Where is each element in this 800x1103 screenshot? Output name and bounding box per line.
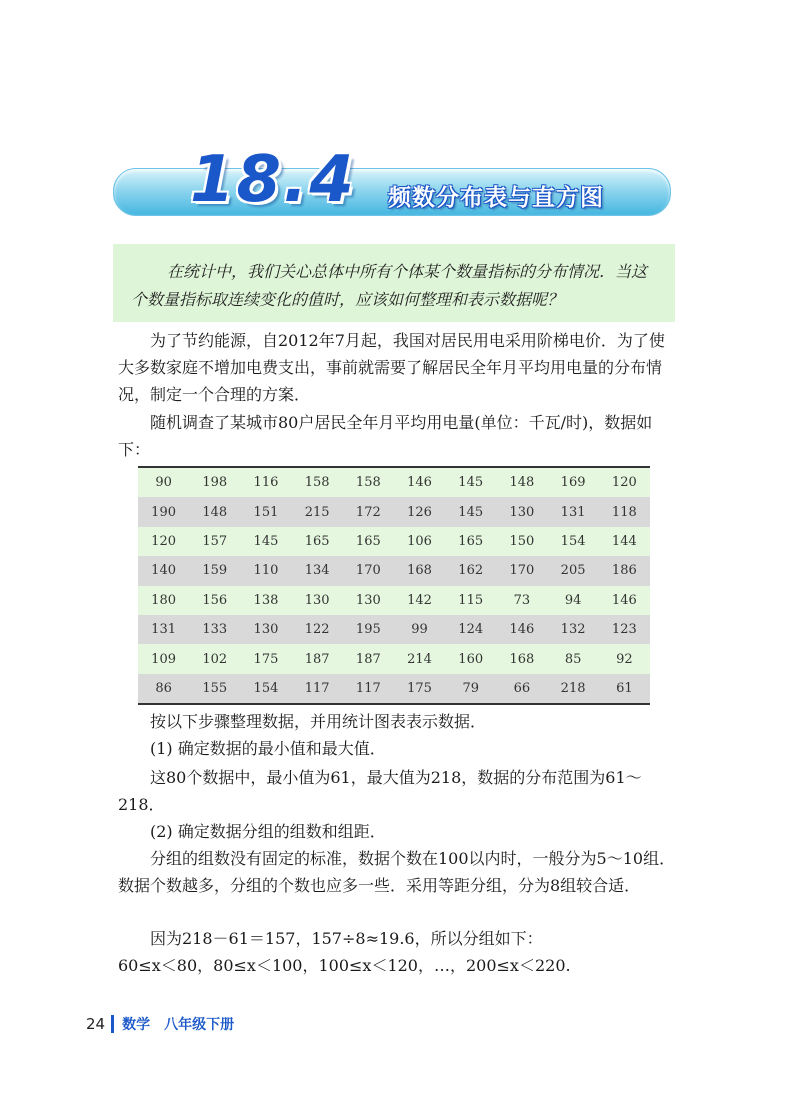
table-cell: 146: [599, 586, 650, 615]
table-cell: 215: [292, 497, 343, 526]
table-cell: 132: [548, 615, 599, 644]
table-cell: 94: [548, 586, 599, 615]
table-cell: 156: [189, 586, 240, 615]
grouping-formula: 60≤x＜80，80≤x＜100，100≤x＜120，…，200≤x＜220.: [118, 956, 571, 975]
table-cell: 154: [548, 527, 599, 556]
table-cell: 140: [138, 556, 189, 585]
table-cell: 154: [240, 674, 291, 704]
table-cell: 148: [496, 467, 547, 497]
footer-subject: 数学: [122, 1017, 151, 1033]
table-cell: 214: [394, 644, 445, 673]
table-cell: 126: [394, 497, 445, 526]
table-cell: 118: [599, 497, 650, 526]
table-cell: 109: [138, 644, 189, 673]
table-cell: 142: [394, 586, 445, 615]
table-cell: 120: [599, 467, 650, 497]
paragraph-3: 按以下步骤整理数据，并用统计图表表示数据．: [150, 712, 487, 731]
table-cell: 130: [240, 615, 291, 644]
table-cell: 131: [138, 615, 189, 644]
table-cell: 117: [292, 674, 343, 704]
section-title: 频数分布表与直方图: [388, 185, 604, 211]
table-cell: 162: [445, 556, 496, 585]
table-cell: 146: [496, 615, 547, 644]
paragraph-1: 为了节约能源，自2012年7月起，我国对居民用电采用阶梯电价．为了使大多数家庭不增加电费支出，事前就需要了解居民全年月平均用电量的分布情况，制定一个合理的方案．: [118, 331, 665, 404]
footer-divider: [111, 1015, 114, 1033]
table-cell: 79: [445, 674, 496, 704]
table-cell: 159: [189, 556, 240, 585]
table-cell: 175: [240, 644, 291, 673]
table-cell: 198: [189, 467, 240, 497]
table-cell: 170: [496, 556, 547, 585]
table-cell: 115: [445, 586, 496, 615]
table-cell: 155: [189, 674, 240, 704]
table-cell: 145: [240, 527, 291, 556]
table-row: [138, 497, 650, 526]
paragraph-5: 这80个数据中，最小值为61，最大值为218，数据的分布范围为61～218．: [118, 768, 642, 814]
table-cell: 90: [138, 467, 189, 497]
table-cell: 120: [138, 527, 189, 556]
table-cell: 131: [548, 497, 599, 526]
table-cell: 150: [496, 527, 547, 556]
table-cell: 123: [599, 615, 650, 644]
table-cell: 187: [292, 644, 343, 673]
table-cell: 145: [445, 467, 496, 497]
step-1-heading: (1) 确定数据的最小值和最大值．: [150, 739, 386, 758]
table-cell: 116: [240, 467, 291, 497]
table-cell: 157: [189, 527, 240, 556]
table-row: [138, 674, 650, 704]
table-cell: 190: [138, 497, 189, 526]
table-cell: 102: [189, 644, 240, 673]
table-row: [138, 527, 650, 556]
table-row: [138, 556, 650, 585]
table-cell: 145: [445, 497, 496, 526]
table-cell: 158: [292, 467, 343, 497]
table-cell: 170: [343, 556, 394, 585]
table-cell: 175: [394, 674, 445, 704]
table-cell: 168: [496, 644, 547, 673]
table-cell: 122: [292, 615, 343, 644]
table-cell: 138: [240, 586, 291, 615]
table-cell: 165: [445, 527, 496, 556]
table-cell: 66: [496, 674, 547, 704]
table-cell: 186: [599, 556, 650, 585]
table-cell: 148: [189, 497, 240, 526]
footer-book: 八年级下册: [164, 1017, 235, 1033]
table-cell: 110: [240, 556, 291, 585]
table-cell: 124: [445, 615, 496, 644]
intro-text: 在统计中，我们关心总体中所有个体某个数量指标的分布情况．当这个数量指标取连续变化的值时，应该如何整理和表示数据呢？: [131, 262, 648, 309]
table-cell: 146: [394, 467, 445, 497]
paragraph-2: 随机调查了某城市80户居民全年月平均用电量(单位：千瓦/时)，数据如下：: [118, 413, 653, 459]
table-cell: 158: [343, 467, 394, 497]
intro-box: [113, 244, 675, 322]
page-number: 24: [86, 1015, 106, 1033]
table-row: [138, 467, 650, 497]
table-cell: 205: [548, 556, 599, 585]
table-cell: 61: [599, 674, 650, 704]
paragraph-7: 分组的组数没有固定的标准，数据个数在100以内时，一般分为5～10组．数据个数越多，分组的个数也应多一些．采用等距分组，分为8组较合适．: [118, 849, 676, 895]
table-cell: 151: [240, 497, 291, 526]
table-cell: 144: [599, 527, 650, 556]
section-number: 18.4: [190, 143, 356, 217]
table-cell: 99: [394, 615, 445, 644]
table-cell: 85: [548, 644, 599, 673]
data-table: [138, 466, 650, 705]
table-cell: 180: [138, 586, 189, 615]
step-2-heading: (2) 确定数据分组的组数和组距．: [150, 822, 386, 841]
table-row: [138, 586, 650, 615]
table-row: [138, 615, 650, 644]
table-cell: 218: [548, 674, 599, 704]
table-cell: 187: [343, 644, 394, 673]
table-cell: 165: [343, 527, 394, 556]
table-cell: 165: [292, 527, 343, 556]
table-cell: 117: [343, 674, 394, 704]
table-cell: 92: [599, 644, 650, 673]
table-cell: 106: [394, 527, 445, 556]
table-cell: 172: [343, 497, 394, 526]
table-cell: 133: [189, 615, 240, 644]
table-cell: 168: [394, 556, 445, 585]
paragraph-8: 因为218－61＝157，157÷8≈19.6，所以分组如下：: [150, 929, 543, 948]
table-cell: 195: [343, 615, 394, 644]
page-footer: [86, 1014, 234, 1034]
table-row: [138, 644, 650, 673]
table-cell: 130: [496, 497, 547, 526]
table-cell: 73: [496, 586, 547, 615]
table-cell: 160: [445, 644, 496, 673]
table-cell: 169: [548, 467, 599, 497]
table-cell: 134: [292, 556, 343, 585]
table-cell: 130: [292, 586, 343, 615]
table-cell: 86: [138, 674, 189, 704]
table-cell: 130: [343, 586, 394, 615]
